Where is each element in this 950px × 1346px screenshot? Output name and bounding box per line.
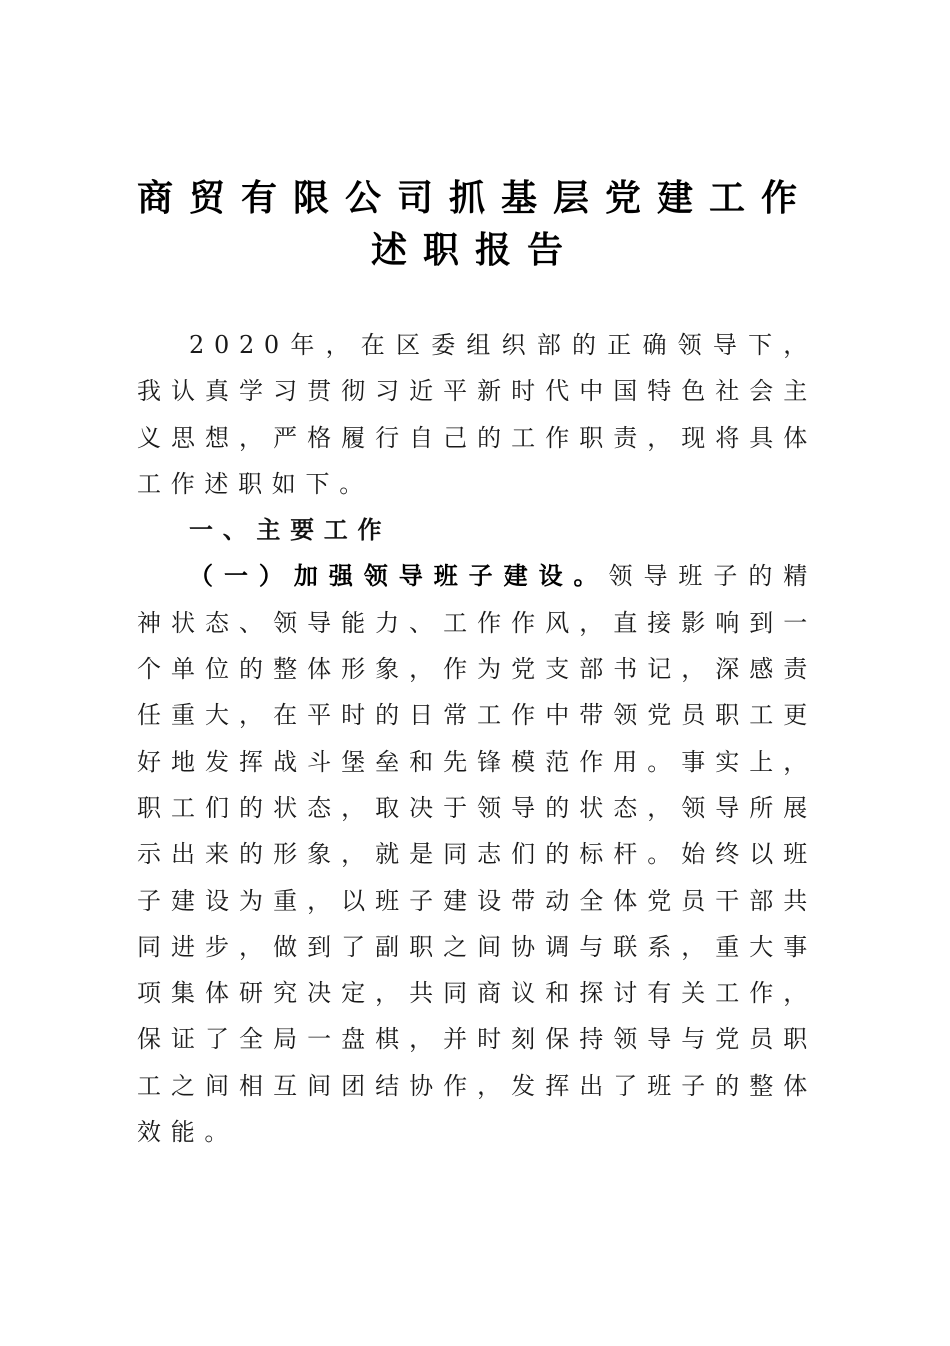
document-body [137, 322, 817, 1155]
subsection-lead: （一）加强领导班子建设。 [189, 561, 609, 591]
subsection-body: 领导班子的精神状态、领导能力、工作作风，直接影响到一个单位的整体形象，作为党支部书记，深感责任重大，在平时的日常工作中带领党员职工更好地发挥战斗堡垒和先锋模范作用。事实上，职工们的状态，取决于领导的状态，领导所展示出来的形象，就是同志们的标杆。始终以班子建设为重，以班子建设带动全体党员干部共同进步，做到了副职之间协调与联系，重大事项集体研究决定，共同商议和探讨有关工作，保证了全局一盘棋，并时刻保持领导与党员职工之间相互间团结协作，发挥出了班子的整体效能。 [137, 562, 817, 1147]
section-heading-main-work: 一、主要工作 [189, 515, 392, 545]
title-line-1: 商贸有限公司抓基层党建工作 [136, 177, 813, 219]
subsection-paragraph-leadership [137, 553, 817, 1155]
title-line-2: 述职报告 [370, 229, 579, 271]
document-title [0, 172, 950, 276]
intro-paragraph: 2020年，在区委组织部的正确领导下，我认真学习贯彻习近平新时代中国特色社会主义思想，严格履行自己的工作职责，现将具体工作述职如下。 [137, 331, 817, 498]
